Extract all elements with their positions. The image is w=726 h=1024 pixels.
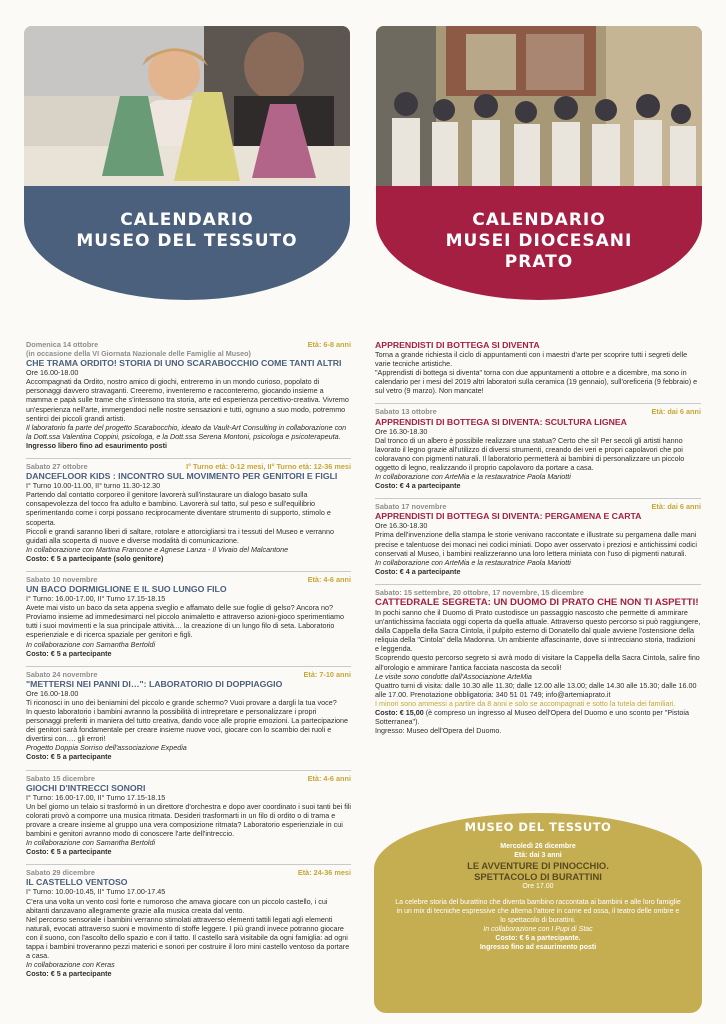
event-date: Sabato 13 ottobre xyxy=(375,407,437,417)
bubble-description: La celebre storia del burattino che diventa bambino raccontata ai bambini e alle loro famiglie in un mix di tecniche espressive che alterna l'attore in carne ed ossa, il teatro delle ombre e lo spettacolo di burattini. xyxy=(395,899,681,924)
event-age: Età: dai 6 anni xyxy=(651,407,701,417)
event-body: C'era una volta un vento così forte e rumoroso che amava giocare con un piccolo castello, i cui abitanti danzavano allegramente grazie alla musica creata dal vento. xyxy=(26,896,328,915)
event-cost-line xyxy=(375,708,701,726)
intro-apprendisti xyxy=(375,340,701,395)
event-cost: Costo: € 5 a partecipante xyxy=(26,969,112,979)
event-schedule: Quattro turni di visita: dalle 10.30 alle 11.30; dalle 12.00 alle 13.00; dalle 14.30 alle 15.30; dalle 16.00 alle 17.00. Prenotazione obbligatoria: 340 51 01 749; info@artemiaprato.it xyxy=(375,680,697,699)
event-dancefloor-kids xyxy=(26,458,351,563)
event-age: I° Turno età: 0-12 mesi, II° Turno età: 12-36 mesi xyxy=(186,462,351,472)
event-credits: In collaborazione con Keras xyxy=(26,960,115,970)
event-title: IL CASTELLO VENTOSO xyxy=(26,877,128,888)
event-date: Sabato 15 dicembre xyxy=(26,773,95,783)
event-cost: Costo: € 5 a partecipante xyxy=(26,648,112,658)
event-pergamena-carta xyxy=(375,498,701,576)
event-credits: In collaborazione con ArteMia e la restauratrice Paola Mariotti xyxy=(375,472,571,482)
right-card-title-line2: MUSEI DIOCESANI xyxy=(445,231,633,251)
event-date: Domenica 14 ottobre xyxy=(26,340,99,349)
event-doppiaggio xyxy=(26,666,351,762)
event-credits: In collaborazione con Samantha Bertoldi xyxy=(26,838,156,848)
event-title: "METTERSI NEI PANNI DI…": LABORATORIO DI DOPPIAGGIO xyxy=(26,678,283,689)
event-cost: Costo: € 5 a partecipante xyxy=(26,847,112,857)
event-body: Prima dell'invenzione della stampa le storie venivano raccontate e illustrate su pergamena dalle mani precise e talentuose dei monaci nei codici miniati. Dopo aver osservato i preziosi e antichissimi codici conservati al Museo, i bambini realizzeranno una loro lettera miniata con l'uso di pigmenti naturali. xyxy=(375,530,697,558)
event-time: I° Turno: 16.00-17.00, II° Turno 17.15-18.15 xyxy=(26,792,166,802)
event-body: Partendo dal contatto corporeo il genitore lavorerà sull'instaurare un dialogo basato sulla consapevolezza del tocco fra adulto e bambino. Lavorerà sul tatto, sul peso e sull'equilibrio sperimentando come i corpi possano reciprocamente diventare strumento di supporto, stimolo e scoperta. xyxy=(26,490,331,527)
event-title: APPRENDISTI DI BOTTEGA SI DIVENTA: PERGAMENA E CARTA xyxy=(375,511,642,522)
event-cost: Costo: € 5 a partecipante xyxy=(26,752,112,762)
event-cost: Costo: € 4 a partecipante xyxy=(375,481,461,491)
event-credits: In collaborazione con Martina Francone e Agnese Lanza - Il Vivaio del Malcantone xyxy=(26,544,289,554)
event-body-2: In questo laboratorio i bambini avranno la possibilità di intrepretare e personalizzare i propri personaggi preferiti in maniera del tutto creativa, dando voce alle proprie emozioni. La partecipazione dei genitori sarà fondamentale per creare insieme nuove voci, giocare con lo scambio dei ruoli e divertirsi con…. gli errori! xyxy=(26,707,349,744)
event-cost: Costo: € 15,00 xyxy=(375,708,424,717)
bubble-cost: Costo: € 6 a partecipante. xyxy=(495,935,581,942)
bubble-heading: MUSEO DEL TESSUTO xyxy=(464,820,612,834)
event-credits: In collaborazione con ArteMia e la restauratrice Paola Mariotti xyxy=(375,557,571,567)
event-time: Ore 16.00-18.00 xyxy=(26,368,79,378)
museo-tessuto-events xyxy=(26,340,351,986)
event-age: Età: 4-6 anni xyxy=(307,773,351,783)
event-time: I° Turno: 10.00-10.45, II° Turno 17.00-17.45 xyxy=(26,887,166,897)
event-body: Dal tronco di un albero è possibile realizzare una statua? Certo che sì! Per secoli gli artisti hanno lavorato il legno grazie all'utilizzo di diversi strumenti, creando dei veri e propri capolavori che poi coloravano con pigmenti naturali. Il laboratorio permetterà ai bambini di personalizzare un piccolo oggetto di legno, realizzando il proprio capolavoro da portare a casa. xyxy=(375,435,685,472)
event-note: (in occasione della VI Giornata Nazionale delle Famiglie al Museo) xyxy=(26,349,251,359)
event-date: Sabato 27 ottobre xyxy=(26,462,88,472)
event-credits: Le visite sono condotte dall'Associazione ArteMia xyxy=(375,671,532,681)
event-body: Accompagnati da Ordito, nostro amico di giochi, entreremo in un mondo curioso, popolato di personaggi davvero stravaganti. Creeremo, inventeremo e racconteremo, giocando insieme a mamma e papà sulle trame che s'intessono tra storia, arte ed esperienza percettivo-creativa. Vivremo un'esperienza nell'arte, immergendoci nelle nostre sensazioni e tutti, ognuno a suo modo, potremmo sentirci dei piccoli grandi artisti. xyxy=(26,377,349,423)
event-credits: Il laboratorio fa parte del progetto Scarabocchio, ideato da Vault-Art Consulting in collaborazione con la Dott.ssa Valentina Coppini, psicologa, e la Dott.ssa Serena Montoni, psicologa e psicoterapeuta. xyxy=(26,422,347,441)
bubble-entry: Ingresso fino ad esaurimento posti xyxy=(479,944,597,951)
event-body-2: Scoprendo questo percorso segreto si avrà modo di visitare la Cappella della Sacra Cintola, salire fino all'orologio e ammirare l'antica facciata nascosta da secoli! xyxy=(375,653,700,672)
event-date: Sabato 29 dicembre xyxy=(26,868,95,878)
event-time: Ore 16.30-18.30 xyxy=(375,521,428,531)
event-body: In pochi sanno che il Duomo di Prato custodisce un passaggio nascosto che permette di ammirare un'antichissima facciata oggi coperta da quella attuale. Attraverso questo percorso si può raggiungere, dalla Cappella della Sacra Cintola, il pulpito esterno di Donatello dal quale avviene l'ostensione della reliquia della "Cintola" della Madonna. Un ambiente affascinante, dove si intrecciano storia, tradizioni e leggenda. xyxy=(375,607,701,654)
event-intrecci-sonori xyxy=(26,770,351,857)
event-time: I° Turno: 16.00-17.00, II° Turno 17.15-18.15 xyxy=(26,594,166,604)
bubble-time: Ore 17.00 xyxy=(522,883,554,890)
event-title: DANCEFLOOR KIDS : INCONTRO SUL MOVIMENTO PER GENITORI E FIGLI xyxy=(26,471,338,482)
event-credits: Progetto Doppia Sorriso dell'associazione Expedia xyxy=(26,743,187,753)
bubble-credits: In collaborazione con I Pupi di Stac xyxy=(483,926,593,933)
event-body-2: Nel percorso sensoriale i bambini verranno stimolati attraverso elementi tattili legati agli elementi naturali, evocati attraverso suoni e movimento di stoffe leggere. I più grandi invece potranno giocare con il suono, con l'ascolto dello spazio e con il tatto. Il castello sarà visitabile da ogni famiglia: ad ogni tappa i bambini troveranno pezzi materici e sonori per costruire il loro mini castello ventoso da portare a casa. xyxy=(26,914,350,961)
event-age: Età: 4-6 anni xyxy=(307,574,351,584)
event-cattedrale-segreta xyxy=(375,584,701,735)
intro-title: APPRENDISTI DI BOTTEGA SI DIVENTA xyxy=(375,340,540,350)
event-age: Età: 6-8 anni xyxy=(307,340,351,349)
event-age: Età: 24-36 mesi xyxy=(297,868,351,878)
event-date: Sabato 10 novembre xyxy=(26,574,98,584)
event-scarabocchio xyxy=(26,340,351,450)
event-title: UN BACO DORMIGLIONE E IL SUO LUNGO FILO xyxy=(26,584,227,595)
event-title: GIOCHI D'INTRECCI SONORI xyxy=(26,782,146,793)
event-credits: In collaborazione con Samantha Bertoldi xyxy=(26,639,156,649)
event-date: Sabato 17 novembre xyxy=(375,502,447,512)
event-castello-ventoso xyxy=(26,864,351,978)
musei-diocesani-events xyxy=(375,340,701,743)
museo-tessuto-card xyxy=(24,26,350,300)
event-time: Ore 16.00-18.00 xyxy=(26,688,79,698)
right-card-title-line3: PRATO xyxy=(504,252,574,272)
event-age: Età: dai 6 anni xyxy=(651,502,701,512)
event-entry: Ingresso: Museo dell'Opera del Duomo. xyxy=(375,726,502,736)
intro-body: Torna a grande richiesta il ciclo di appuntamenti con i maestri d'arte per scoprire tutti i segreti delle varie tecniche artistiche. xyxy=(375,350,688,369)
event-title: CATTEDRALE SEGRETA: UN DUOMO DI PRATO CHE NON TI ASPETTI! xyxy=(375,596,699,608)
museum-photo-children-frescoes xyxy=(376,26,702,186)
event-title: APPRENDISTI DI BOTTEGA SI DIVENTA: SCULTURA LIGNEA xyxy=(375,416,627,427)
pinocchio-event-bubble xyxy=(374,813,702,1013)
bubble-title-2: SPETTACOLO DI BURATTINI xyxy=(474,871,602,882)
left-card-title-line1: CALENDARIO xyxy=(120,210,254,230)
event-scultura-lignea xyxy=(375,403,701,490)
museum-photo-child-yarn xyxy=(24,26,350,186)
event-minors-note: I minori sono ammessi a partire da 8 anni e solo se accompagnati e sotto la tutela dei familiari. xyxy=(375,698,676,708)
event-age: Età: 7-10 anni xyxy=(303,669,351,679)
event-cost: Costo: € 4 a partecipante xyxy=(375,566,461,576)
event-baco-dormiglione xyxy=(26,571,351,658)
bubble-title-1: LE AVVENTURE DI PINOCCHIO. xyxy=(467,860,609,871)
event-title: CHE TRAMA ORDITO! STORIA DI UNO SCARABOCCHIO COME TANTI ALTRI xyxy=(26,358,342,369)
event-date: Sabato: 15 settembre, 20 ottobre, 17 novembre, 15 dicembre xyxy=(375,587,584,597)
event-body-2: Piccoli e grandi saranno liberi di saltare, rotolare e attorcigliarsi tra i tessuti del Museo e verranno guidati alla scoperta di nuove e diverse modalità di comunicazione. xyxy=(26,526,335,545)
event-body: Un bel giorno un telaio si trasformò in un direttore d'orchestra e dopo aver coordinato i suoi tanti bei fili colorati provò a comporre una musica ritmata. Desideri trasformarti in un filo di ordito o di trama e provare a creare insieme al gruppo una vera composizione ritmata? Laboratorio esperienziale in cui bambini e genitori avranno modo di conoscere l'arte dell'intreccio. xyxy=(26,801,351,839)
event-body: Ti riconosci in uno dei beniamini del piccolo e grande schermo? Vuoi provare a dargli la tua voce? xyxy=(26,697,337,707)
bubble-date: Mercoledì 26 dicembre xyxy=(500,843,576,850)
event-cost: Costo: € 5 a partecipante (solo genitore) xyxy=(26,553,164,563)
event-cost-details: (è compreso un ingresso al Museo dell'Opera del Duomo e uno sconto per "Pistoia Sotterranea"). xyxy=(375,708,689,727)
bubble-age: Età: dai 3 anni xyxy=(514,852,562,859)
musei-diocesani-card xyxy=(376,26,702,300)
left-card-title-line2: MUSEO DEL TESSUTO xyxy=(76,231,298,251)
event-date: Sabato 24 novembre xyxy=(26,669,98,679)
event-cost: Ingresso libero fino ad esaurimento posti xyxy=(26,440,167,450)
intro-body-2: "Apprendisti di bottega si diventa" torna con due appuntamenti a ottobre e a dicembre, ma sono in calendario per i mesi del 2019 altri laboratori sulla ceramica (19 gennaio), sull'oreficeria (9 febbraio) e sul vetro (9 marzo). Non mancate! xyxy=(375,368,698,396)
bubble-body xyxy=(394,898,682,952)
right-card-title-line1: CALENDARIO xyxy=(472,210,606,230)
event-time: I° Turno 10.00-11.00, II° turno 11.30-12.30 xyxy=(26,481,161,491)
event-time: Ore 16.30-18.30 xyxy=(375,426,428,436)
event-body: Avete mai visto un baco da seta appena sveglio e affamato delle sue foglie di gelso? Ancora no? Proviamo insieme ad immedesimarci nel piccolo animaletto e attraverso azioni-gioco sperimentiamo tutti i suoi movimenti e la sua principale attività.... la creazione di un lungo filo di seta. Laboratorio esperienziale e di ricerca spaziale per genitori e figli. xyxy=(26,603,344,640)
